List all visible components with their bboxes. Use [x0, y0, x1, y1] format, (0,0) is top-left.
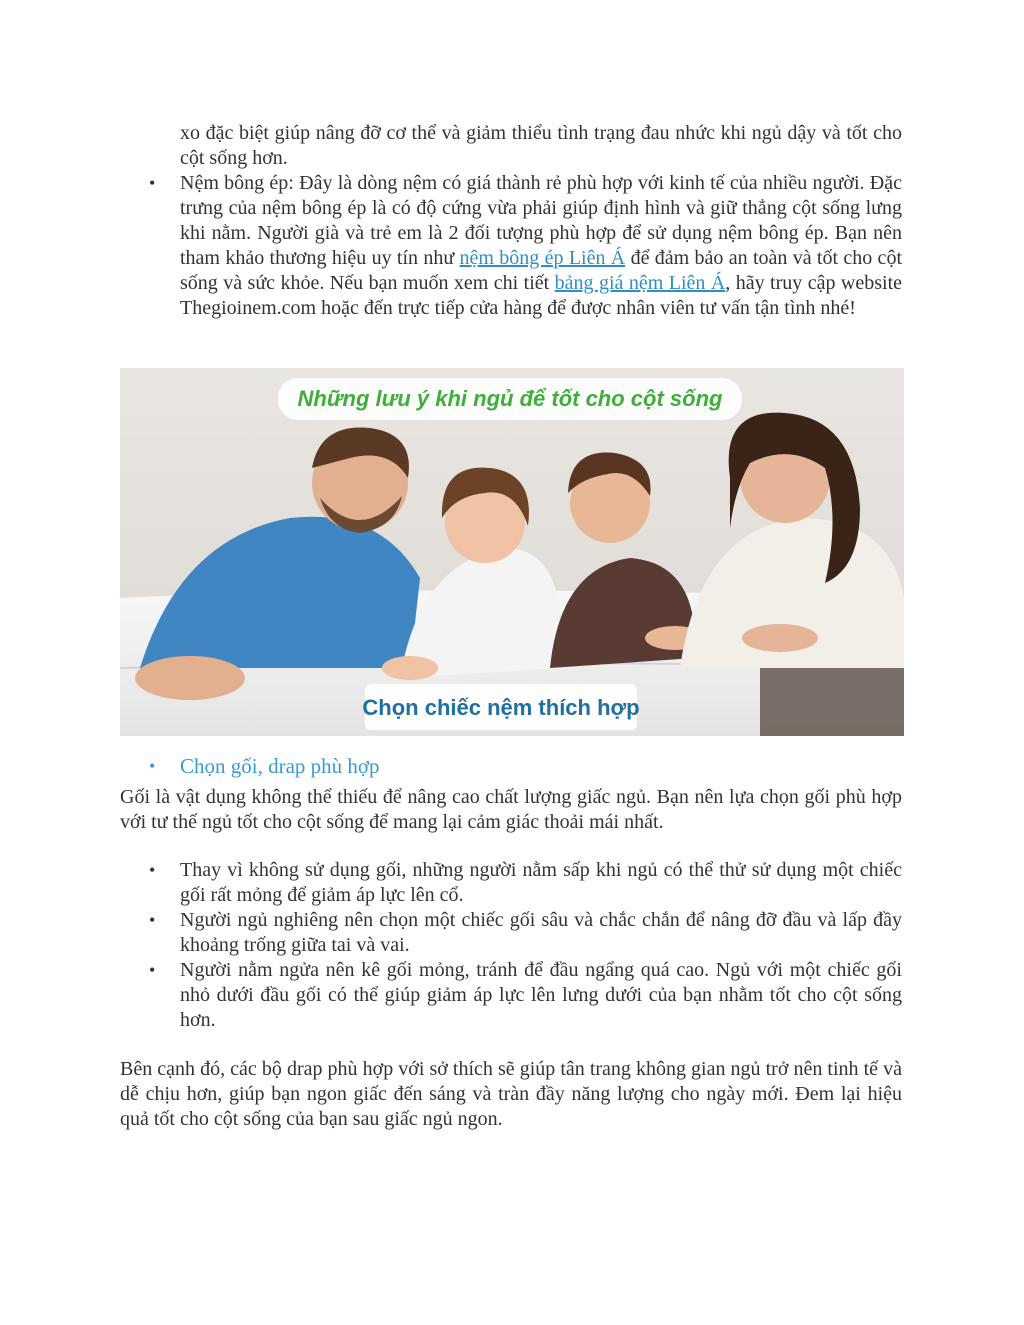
- bottom-banner-text: Chọn chiếc nệm thích hợp: [362, 695, 640, 720]
- list-item: [120, 171, 902, 321]
- list-item-text: Nệm bông ép: Đây là dòng nệm có giá thành rẻ phù hợp với kinh tế của nhiều người. Đặc trưng của nệm bông ép là có độ cứng vừa phải giúp định hình và giữ thẳng cột sống lưng khi nằm. Người già và trẻ em là 2 đối tượng phù hợp để sử dụng nệm bông ép. Bạn nên tham khảo thương hiệu uy tín như: [180, 172, 902, 269]
- list-item-continuation: xo đặc biệt giúp nâng đỡ cơ thể và giảm thiểu tình trạng đau nhức khi ngủ dậy và tốt cho cột sống hơn.: [180, 122, 902, 169]
- section-intro: Gối là vật dụng không thể thiếu để nâng cao chất lượng giấc ngủ. Bạn nên lựa chọn gối phù hợp với tư thế ngủ tốt cho cột sống để mang lại cảm giác thoải mái nhất.: [120, 786, 902, 833]
- list-item-text: Thay vì không sử dụng gối, những người nằm sấp khi ngủ có thể thử sử dụng một chiếc gối rất mỏng để giảm áp lực lên cổ.: [180, 859, 902, 906]
- list-item-text: Người ngủ nghiêng nên chọn một chiếc gối sâu và chắc chắn để nâng đỡ đầu và lấp đầy khoảng trống giữa tai và vai.: [180, 909, 902, 956]
- section-heading-text: Chọn gối, drap phù hợp: [180, 754, 380, 778]
- list-item: [120, 958, 902, 1033]
- hero-illustration: [120, 368, 904, 736]
- family-mattress-image: [120, 368, 904, 736]
- section-heading: [120, 754, 902, 779]
- list-item-text: Người nằm ngửa nên kê gối mỏng, tránh để đầu ngẩng quá cao. Ngủ với một chiếc gối nhỏ dưới đầu gối có thể giúp giảm áp lực lên lưng dưới của bạn nhằm tốt cho cột sống hơn.: [180, 959, 902, 1031]
- link-bang-gia-nem-lien-a[interactable]: bảng giá nệm Liên Á: [554, 272, 726, 294]
- bullet-icon: •: [149, 860, 156, 880]
- list-item-text: , hãy truy cập website Thegioinem.com hoặc đến trực tiếp cửa hàng để được nhân viên tư vấn tận tình nhé!: [180, 272, 902, 319]
- list-item: [120, 858, 902, 908]
- section-heading-list: [120, 754, 902, 779]
- mattress-list: [120, 171, 902, 321]
- bullet-icon: •: [149, 173, 156, 193]
- top-banner-text: Những lưu ý khi ngủ để tốt cho cột sống: [297, 386, 723, 411]
- list-item-text: để đảm bảo an toàn và tốt cho cột sống và sức khỏe. Nếu bạn muốn xem chi tiết: [180, 247, 902, 294]
- link-nem-bong-ep-lien-a[interactable]: nệm bông ép Liên Á: [459, 247, 626, 269]
- bullet-icon: •: [149, 756, 156, 776]
- bullet-icon: •: [149, 960, 156, 980]
- pillow-list: [120, 858, 902, 1033]
- section-closing: Bên cạnh đó, các bộ drap phù hợp với sở thích sẽ giúp tân trang không gian ngủ trở nên tinh tế và dễ chịu hơn, giúp bạn ngon giấc đến sáng và tràn đầy năng lượng cho ngày mới. Đem lại hiệu quả tốt cho cột sống của bạn sau giấc ngủ ngon.: [120, 1058, 902, 1130]
- list-item: [120, 908, 902, 958]
- bullet-icon: •: [149, 910, 156, 930]
